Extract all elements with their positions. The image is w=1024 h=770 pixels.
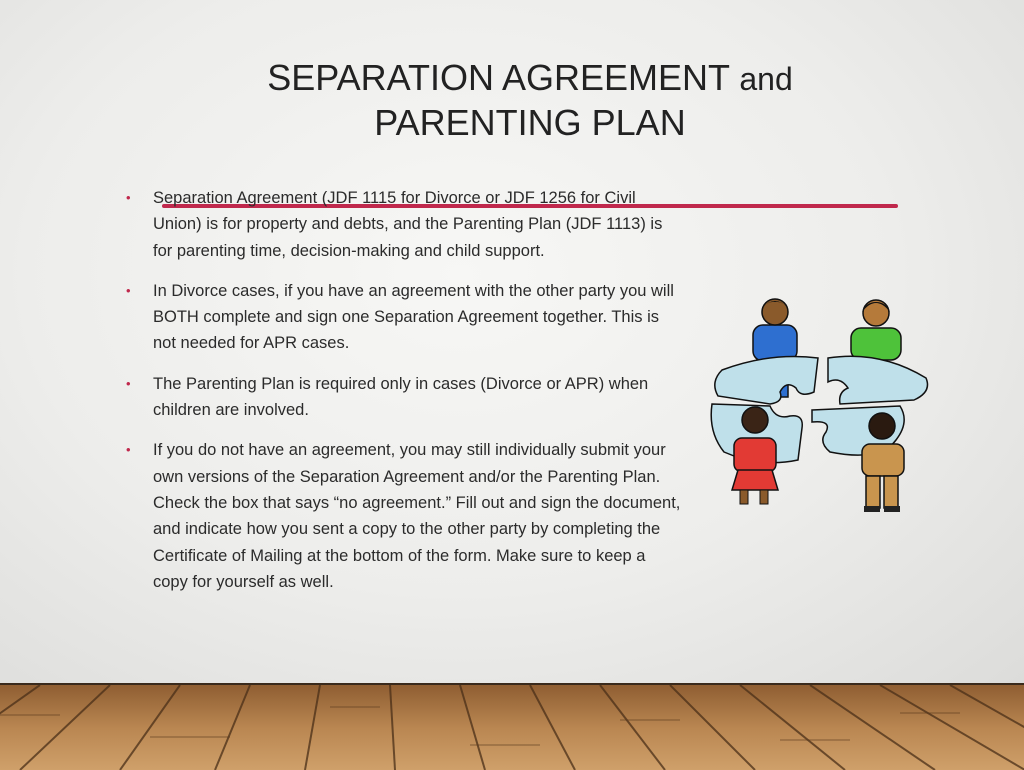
title-line-2: PARENTING PLAN xyxy=(374,102,686,143)
bullet-text: The Parenting Plan is required only in cases (Divorce or APR) when children are involved. xyxy=(153,374,649,420)
bullet-item-2 xyxy=(126,278,682,357)
bullet-text: If you do not have an agreement, you may still individually submit your own versions of the Separation Agreement and/or the Parenting Plan. Check the box that says “no agreement.” Fill out and sign the document, and indicate how you sent a copy to the other party by completing the Certificate of Mailing at the bottom of the form. Make sure to keep a copy for yourself as well. xyxy=(153,441,681,591)
bullet-item-3 xyxy=(126,371,682,424)
title-and-text: and xyxy=(739,61,793,97)
bullet-item-4 xyxy=(126,437,682,595)
bullet-dot: • xyxy=(126,442,131,458)
bullet-list xyxy=(126,185,682,609)
bullet-text: Separation Agreement (JDF 1115 for Divorce or JDF 1256 for Civil Union) is for property and debts, and the Parenting Plan (JDF 1113) is for parenting time, decision-making and child support. xyxy=(153,189,663,260)
bullet-dot: • xyxy=(126,282,131,298)
floor-planks xyxy=(0,685,1024,770)
person-top-right xyxy=(851,300,901,360)
title-line-1 xyxy=(170,56,890,101)
title-main-text: SEPARATION AGREEMENT xyxy=(267,57,730,98)
puzzle-people-illustration xyxy=(700,292,940,517)
bullet-item-1 xyxy=(126,185,682,264)
bullet-dot: • xyxy=(126,375,131,391)
slide-title xyxy=(170,56,890,145)
wooden-floor xyxy=(0,683,1024,770)
bullet-text: In Divorce cases, if you have an agreement with the other party you will BOTH complete and sign one Separation Agreement together. This is not needed for APR cases. xyxy=(153,281,674,353)
bullet-dot: • xyxy=(126,190,131,205)
